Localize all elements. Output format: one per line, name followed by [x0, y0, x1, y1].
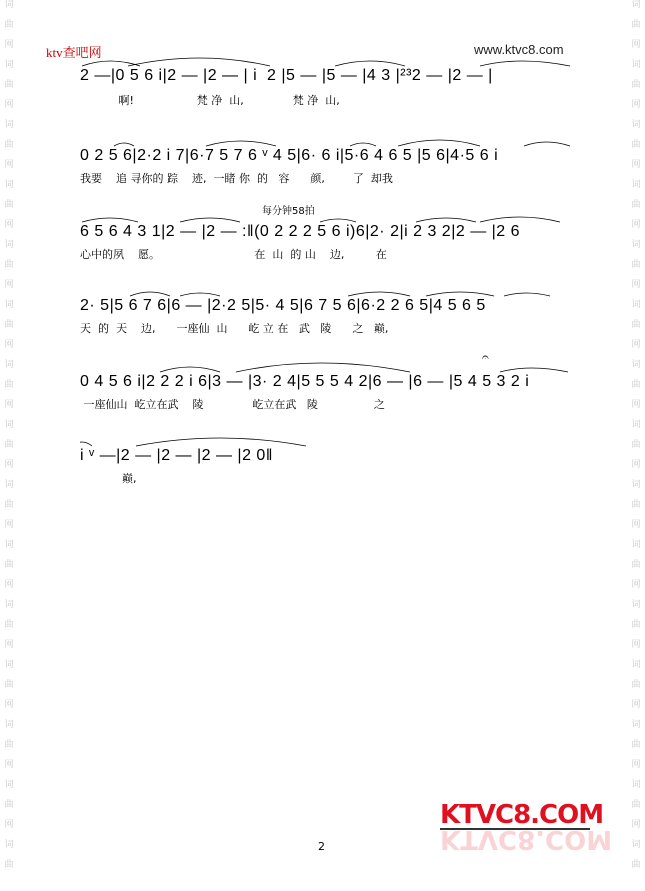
watermark-glyph: 网	[631, 580, 641, 590]
watermark-glyph: 网	[4, 40, 14, 50]
watermark-glyph: 曲	[4, 620, 14, 630]
watermark-glyph: 词	[4, 660, 14, 670]
watermark-glyph: 词	[4, 0, 14, 10]
watermark-glyph: 词	[631, 0, 641, 10]
watermark-glyph: 词	[631, 540, 641, 550]
watermark-glyph: 网	[631, 640, 641, 650]
watermark-glyph: 曲	[631, 440, 641, 450]
watermark-glyph: 曲	[4, 680, 14, 690]
notation-line: 2 —|0 5 6 i|2 — |2 — | i 2 |5 — |5 — |4 3 |²³2 — |2 — |	[80, 67, 493, 84]
watermark-glyph: 曲	[4, 740, 14, 750]
watermark-glyph: 词	[631, 780, 641, 790]
watermark-glyph: 曲	[4, 140, 14, 150]
watermark-glyph: 词	[631, 60, 641, 70]
watermark-glyph: 词	[4, 360, 14, 370]
notation-line: 0 4 5 6 i|2 2 2 i 6|3 — |3· 2 4|5 5 5 4 2|6 — |6 — |5 4 5 3 2 i	[80, 373, 530, 390]
watermark-glyph: 词	[4, 240, 14, 250]
watermark-glyph: 网	[631, 760, 641, 770]
notation-line: 0 2 5 6|2·2 i 7|6·7 5 7 6 ᵛ 4 5|6· 6 i|5·6 4 6 5 |5 6|4·5 6 i	[80, 147, 499, 164]
notation-line: 6 5 6 4 3 1|2 — |2 — :‖(0 2 2 2 5 6 i)6|2· 2|i 2 3 2|2 — |2 6	[80, 223, 521, 240]
watermark-glyph: 曲	[4, 200, 14, 210]
logo-reflection: KTVC8.COM	[440, 824, 613, 854]
ktvc8-logo	[440, 800, 613, 860]
lyrics-line: 天 的 天 边, 一座仙 山 屹 立 在 武 陵 之 巅,	[80, 322, 389, 335]
watermark-glyph: 词	[631, 720, 641, 730]
watermark-glyph: 曲	[4, 500, 14, 510]
lyrics-line: 我要 追 寻你的 踪 迹, 一睹 你 的 容 颜, 了 却我	[80, 172, 393, 185]
notation-line: i ᵛ —|2 — |2 — |2 — |2 0‖	[80, 447, 273, 464]
watermark-glyph: 词	[4, 120, 14, 130]
watermark-glyph: 曲	[631, 320, 641, 330]
watermark-glyph: 网	[631, 460, 641, 470]
watermark-glyph: 曲	[631, 500, 641, 510]
watermark-glyph: 词	[4, 60, 14, 70]
watermark-glyph: 曲	[631, 380, 641, 390]
watermark-glyph: 网	[4, 400, 14, 410]
watermark-glyph: 曲	[631, 260, 641, 270]
lyrics-line: 啊! 梵 净 山, 梵 净 山,	[80, 94, 340, 107]
watermark-glyph: 网	[4, 820, 14, 830]
watermark-glyph: 网	[4, 700, 14, 710]
watermark-glyph: 网	[631, 220, 641, 230]
site-name-left: ktv查吧网	[46, 45, 102, 60]
watermark-glyph: 曲	[4, 20, 14, 30]
watermark-glyph: 网	[4, 460, 14, 470]
watermark-glyph: 曲	[4, 380, 14, 390]
watermark-glyph: 词	[4, 420, 14, 430]
watermark-glyph: 曲	[4, 80, 14, 90]
watermark-glyph: 网	[631, 280, 641, 290]
watermark-glyph: 词	[631, 180, 641, 190]
watermark-glyph: 词	[4, 780, 14, 790]
watermark-glyph: 网	[631, 340, 641, 350]
watermark-glyph: 网	[631, 820, 641, 830]
watermark-glyph: 网	[631, 100, 641, 110]
tempo-marking: 每分钟58拍	[262, 206, 315, 217]
watermark-glyph: 词	[631, 300, 641, 310]
watermark-glyph: 曲	[631, 620, 641, 630]
watermark-glyph: 网	[4, 580, 14, 590]
watermark-glyph: 词	[631, 480, 641, 490]
watermark-glyph: 曲	[4, 560, 14, 570]
watermark-glyph: 网	[4, 280, 14, 290]
watermark-glyph: 词	[631, 600, 641, 610]
watermark-glyph: 词	[4, 540, 14, 550]
watermark-glyph: 词	[4, 720, 14, 730]
watermark-glyph: 词	[631, 420, 641, 430]
watermark-glyph: 曲	[4, 440, 14, 450]
watermark-glyph: 曲	[631, 140, 641, 150]
watermark-glyph: 曲	[631, 20, 641, 30]
watermark-glyph: 词	[631, 240, 641, 250]
watermark-glyph: 网	[4, 760, 14, 770]
watermark-glyph: 词	[4, 840, 14, 850]
watermark-glyph: 曲	[4, 260, 14, 270]
watermark-glyph: 曲	[631, 200, 641, 210]
watermark-glyph: 网	[4, 640, 14, 650]
watermark-glyph: 词	[4, 180, 14, 190]
notation-line: 2· 5|5 6 7 6|6 — |2·2 5|5· 4 5|6 7 5 6|6·2 2 6 5|4 5 6 5	[80, 297, 486, 314]
page-number: 2	[318, 840, 325, 853]
watermark-glyph: 网	[4, 340, 14, 350]
site-url: www.ktvc8.com	[474, 42, 564, 57]
watermark-glyph: 曲	[631, 680, 641, 690]
watermark-glyph: 网	[4, 100, 14, 110]
lyrics-line: 巅,	[80, 472, 137, 485]
watermark-glyph: 词	[631, 360, 641, 370]
logo-text: KTVC8.COM	[440, 800, 604, 830]
watermark-glyph: 网	[631, 700, 641, 710]
lyrics-line: 一座仙山 屹立在武 陵 屹立在武 陵 之	[80, 398, 385, 411]
watermark-glyph: 曲	[631, 80, 641, 90]
watermark-glyph: 词	[631, 120, 641, 130]
watermark-glyph: 曲	[631, 740, 641, 750]
watermark-glyph: 网	[631, 520, 641, 530]
watermark-glyph: 网	[631, 160, 641, 170]
lyrics-line: 心中的夙 愿。 在 山 的 山 边, 在	[80, 248, 387, 261]
fermata-icon: 𝄐	[482, 350, 489, 364]
watermark-glyph: 网	[4, 220, 14, 230]
watermark-glyph: 词	[631, 660, 641, 670]
watermark-glyph: 曲	[631, 800, 641, 810]
watermark-glyph: 网	[631, 400, 641, 410]
watermark-glyph: 网	[4, 520, 14, 530]
watermark-right	[629, 0, 643, 891]
watermark-glyph: 词	[631, 840, 641, 850]
watermark-left	[2, 0, 16, 891]
watermark-glyph: 词	[4, 600, 14, 610]
watermark-glyph: 网	[631, 40, 641, 50]
watermark-glyph: 网	[4, 160, 14, 170]
watermark-glyph: 曲	[4, 800, 14, 810]
watermark-glyph: 曲	[631, 560, 641, 570]
watermark-glyph: 词	[4, 300, 14, 310]
watermark-glyph: 曲	[4, 860, 14, 870]
watermark-glyph: 词	[4, 480, 14, 490]
watermark-glyph: 曲	[631, 860, 641, 870]
watermark-glyph: 曲	[4, 320, 14, 330]
